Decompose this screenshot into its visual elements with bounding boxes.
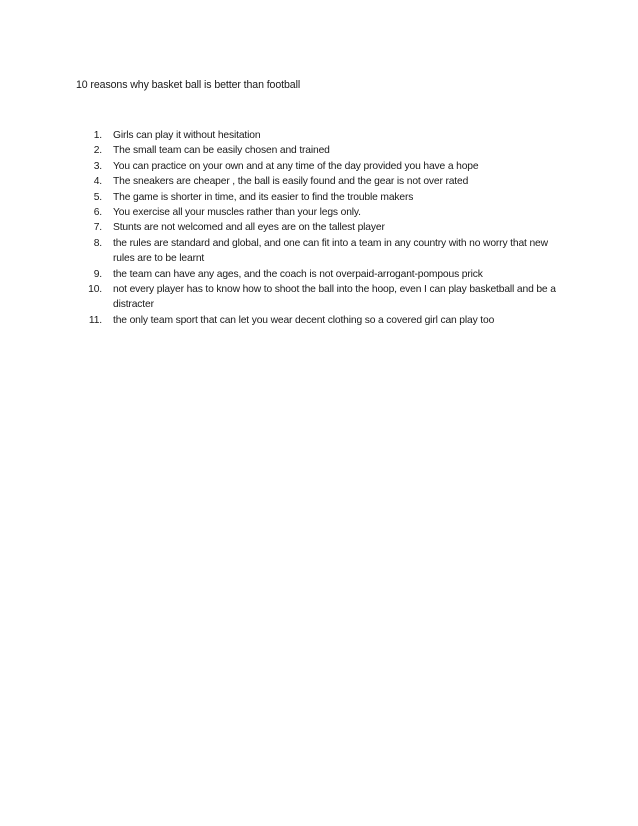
list-item	[72, 190, 572, 205]
list-item-number: 9.	[93, 268, 102, 280]
list-item	[72, 174, 572, 189]
list-item-text: not every player has to know how to shoot the ball into the hoop, even I can play basketball and be a distracter	[113, 284, 556, 311]
list-item-number: 8.	[93, 237, 102, 249]
list-item-text: The sneakers are cheaper , the ball is easily found and the gear is not over rated	[113, 176, 469, 188]
list-item-text: the only team sport that can let you wear decent clothing so a covered girl can play too	[113, 314, 495, 326]
list-item	[72, 128, 572, 143]
list-item-number: 3.	[93, 160, 102, 172]
list-item-text: the team can have any ages, and the coach is not overpaid-arrogant-pompous prick	[113, 268, 483, 280]
list-item-number: 4.	[93, 176, 102, 188]
list-item	[72, 220, 572, 235]
list-item-text: The small team can be easily chosen and trained	[113, 145, 330, 157]
list-item-number: 11.	[88, 314, 102, 326]
list-item	[72, 282, 572, 313]
list-item	[72, 143, 572, 158]
list-item-number: 7.	[93, 222, 102, 234]
list-item-text: Stunts are not welcomed and all eyes are on the tallest player	[113, 222, 385, 234]
list-item	[72, 159, 572, 174]
list-item-number: 2.	[93, 145, 102, 157]
list-item-number: 1.	[93, 130, 102, 141]
list-item-text: You exercise all your muscles rather than your legs only.	[113, 207, 361, 219]
reasons-list	[72, 128, 572, 328]
list-item-number: 6.	[93, 207, 102, 219]
list-item-text: The game is shorter in time, and its easier to find the trouble makers	[113, 191, 414, 203]
list-item-number: 5.	[93, 191, 102, 203]
list-item	[72, 205, 572, 220]
list-item-text: the rules are standard and global, and one can fit into a team in any country with no worry that new rules are to be learnt	[113, 237, 548, 265]
document-title: 10 reasons why basket ball is better than football	[76, 79, 301, 91]
list-item-text: Girls can play it without hesitation	[113, 130, 261, 141]
list-item	[72, 267, 572, 282]
list-item-number: 10.	[88, 284, 102, 296]
list-item	[72, 313, 572, 328]
list-item	[72, 236, 572, 267]
list-item-text: You can practice on your own and at any time of the day provided you have a hope	[113, 160, 479, 172]
